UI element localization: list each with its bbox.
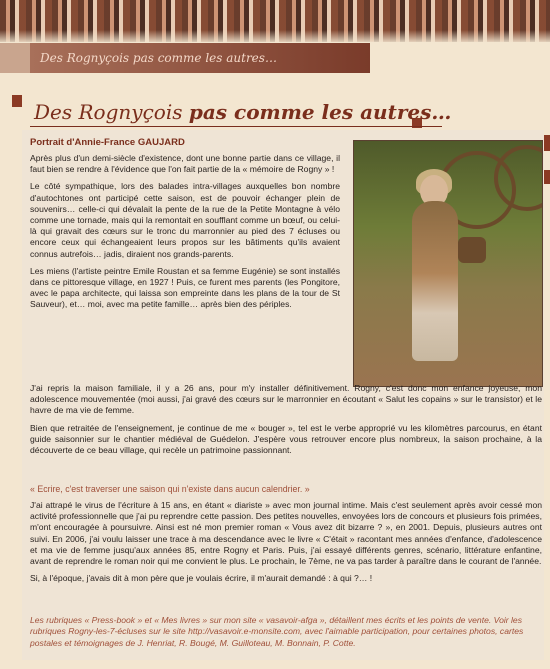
banner-stripe: [0, 43, 30, 73]
title-bold: pas comme les autres…: [188, 100, 452, 124]
portrait-heading: Portrait d'Annie-France GAUJARD: [30, 137, 185, 148]
paragraph: J'ai repris la maison familiale, il y a 26 ans, pour m'y installer définitivement. Rogny, c'est donc mon enfance joyeuse, mon adolescence mouvementée (moi aussi, j'ai gravé des cœurs sur le marronnier en écoutant « Salut les copains » sur le transistor) et le havre de ma vie de femme.: [30, 383, 542, 416]
basket: [458, 237, 486, 263]
paragraph: J'ai attrapé le virus de l'écriture à 15 ans, en étant « diariste » avec mon journal intime. Mais c'est seulement après avoir cessé mon activité professionnelle que j'ai pu reprendre cette passion. Des petites nouvelles, envoyées lors de concours et plusieurs fois primées, m'ont encouragée à poursuivre. Ainsi est né mon premier roman « Vous avez dit bizarre ? », en 2001. Depuis, plusieurs autres ont suivi. En 2006, j'ai voulu laisser une trace à ma descendance avec le livre « C'était » racontant mes années d'enfance, d'adolescence et ma vie de femme jusqu'aux années 85, entre Rogny et Paris. Puis, j'ai essayé différents genres, scénario, littérature enfantine, avant de reprendre le roman noir qui me convient le plus. Le prochain, le 7ème, ne va pas tarder à paraître dans le courant de l'année.: [30, 500, 542, 567]
intro-column: [30, 153, 340, 317]
paragraph: Les miens (l'artiste peintre Emile Roustan et sa femme Eugénie) se sont installés dans ce pittoresque village, en 1927 ! Puis, ce furent mes parents (les Pongitore, avec le papa architecte, qui laissa son empreinte dans les plans de la tour de St Sauveur), et… moi, avec ma petite famille… après bien des périples.: [30, 265, 340, 310]
decor-square: [12, 95, 22, 107]
photo-fade: [0, 30, 550, 44]
writing-column: [30, 500, 542, 590]
footer-note: Les rubriques « Press-book » et « Mes livres » sur mon site « vasavoir-afga », détaillent mes écrits et les points de vente. Voir les rubriques Rogny-les-7-écluses sur le site http://vasavoir.e-monsite.com, avec l'aimable participation, pour certaines photos, cartes postales et témoignages de J. Henriat, R. Bougé, M. Guilloteau, M. Bonnain, P. Cotte.: [30, 615, 524, 648]
article-title: [34, 100, 451, 124]
paragraph: Si, à l'époque, j'avais dit à mon père que je voulais écrire, il m'aurait demandé : à qui ?… !: [30, 573, 373, 584]
title-underline: [30, 126, 442, 127]
costume: [412, 201, 458, 361]
body-column: [30, 383, 542, 462]
paragraph: Le côté sympathique, lors des balades intra-villages auxquelles bon nombre d'autochtones ont participé cette saison, est de pouvoir échanger plein de souvenirs… celle-ci qui dévalait la pente de la rue de la Petite Montagne à vélo comme une tornade, mais qui la remontait en soufflant comme un bœuf, ou celui-là qui gravait des cœurs sur le tronc du marronnier au pied des 7 écluses ou encore ceux qui échangeaient leurs propos sur les bâtiments qu'ils avaient connus autrefois… jadis, diraient nos grands-parents.: [30, 181, 340, 259]
banner-text: Des Rognyçois pas comme les autres…: [40, 51, 277, 65]
quote: « Ecrire, c'est traverser une saison qui n'existe dans aucun calendrier. »: [30, 484, 310, 494]
section-banner: [30, 43, 370, 73]
title-light: Des Rognyçois: [34, 100, 189, 124]
paragraph: Bien que retraitée de l'enseignement, je continue de me « bouger », tel est le verbe approprié vu les kilomètres parcourus, en étant guide saisonnier sur le chantier médiéval de Guédelon. J'espère vous retrouver encore plus nombreux, la saison prochaine, à la découverte de ce beau village, qui recèle un patrimoine passionnant.: [30, 422, 542, 456]
paragraph: Après plus d'un demi-siècle d'existence, dont une bonne partie dans ce village, il faut bien se rendre à l'évidence que l'on fait partie de la « mémoire de Rogny » !: [30, 153, 340, 175]
portrait-photo: [353, 140, 543, 387]
